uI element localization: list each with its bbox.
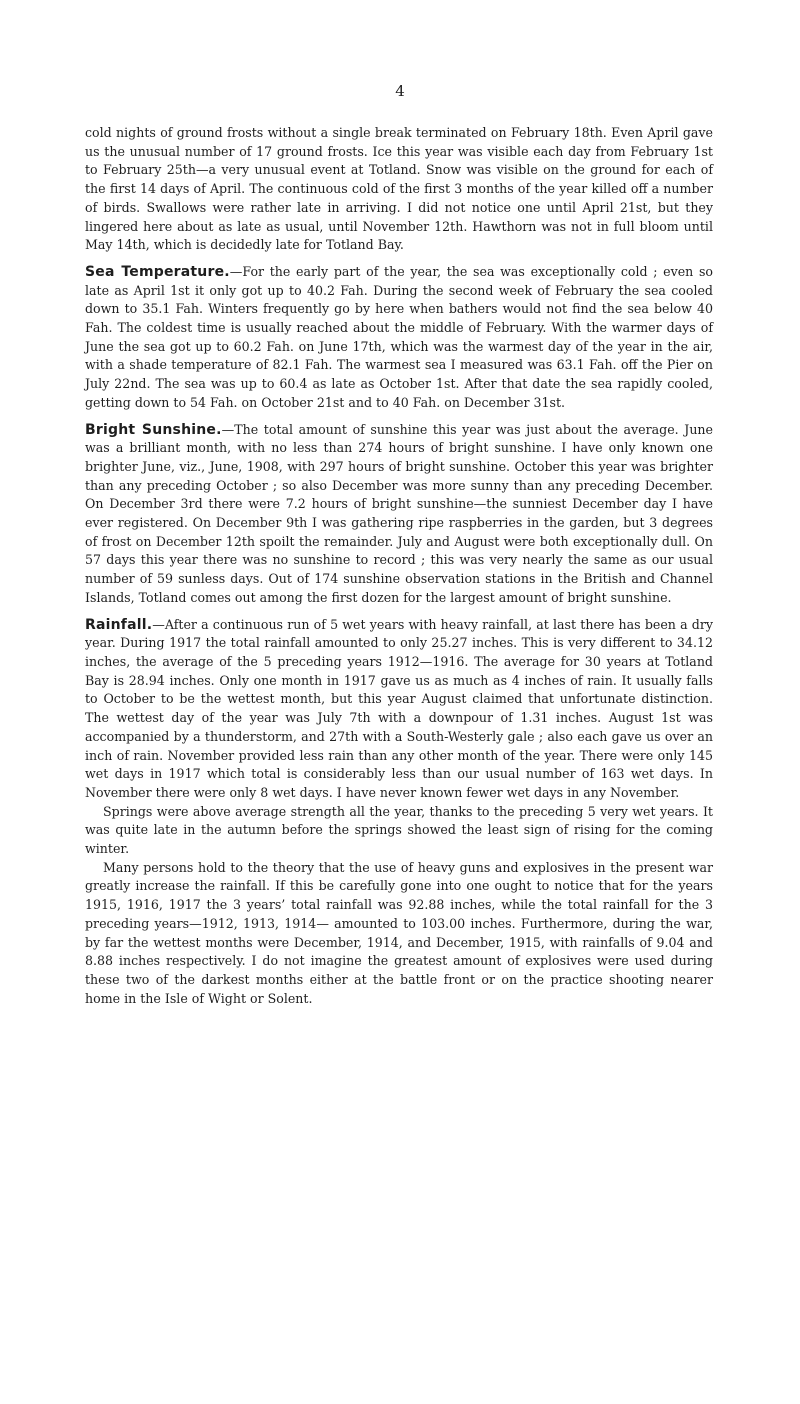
sea-temperature-heading: Sea Temperature. <box>85 263 230 280</box>
explosives-paragraph: Many persons hold to the theory that the use of heavy guns and explosives in the present war greatly increase the rainfall. If this be carefully gone into one ought to notice that for the years 1915, 1916, 1917 the 3 years’ total rainfall was 92.88 inches, while the total rainfall for the 3 preceding years—1912, 1913, 1914— amounted to 103.00 inches. Furthermore, during the war, by far the wettest months were December, 1914, and December, 1915, with rainfalls of 9.04 and 8.88 inches respectively. I do not imagine the greatest amount of explosives were used during these two of the darkest months either at the battle front or on the practice shooting nearer home in the Isle of Wight or Solent. <box>85 859 713 1006</box>
rainfall-paragraph <box>85 616 713 803</box>
intro-paragraph: cold nights of ground frosts without a single break terminated on February 18th. Even April gave us the unusual number of 17 ground frosts. Ice this year was visible each day from February 1st to February 25th—a very unusual event at Totland. Snow was visible on the ground for each of the first 14 days of April. The continuous cold of the first 3 months of the year killed off a number of birds. Swallows were rather late in arriving. I did not notice one until April 21st, but they lingered here about as late as usual, until November 12th. Hawthorn was not in full bloom until May 14th, which is decidedly late for Totland Bay. <box>85 125 713 253</box>
bright-sunshine-text: —The total amount of sunshine this year was just about the average. June was a brilliant month, with no less than 274 hours of bright sunshine. I have only known one brighter June, viz., June, 1908, with 297 hours of bright sunshine. October this year was brighter than any preceding October ; so also December was more sunny than any preceding December. On December 3rd there were 7.2 hours of bright sunshine—the sunniest December day I have ever registered. On December 9th I was gathering ripe raspberries in the garden, but 3 degrees of frost on December 12th spoilt the remainder. July and August were both exceptionally dull. On 57 days this year there was no sunshine to record ; this was very nearly the same as our usual number of 59 sunless days. Out of 174 sunshine observation stations in the British and Channel Islands, Totland comes out among the first dozen for the largest amount of bright sunshine. <box>85 421 713 605</box>
rainfall-text: —After a continuous run of 5 wet years with heavy rainfall, at last there has been a dry year. During 1917 the total rainfall amounted to only 25.27 inches. This is very different to 34.12 inches, the average of the 5 preceding years 1912—1916. The average for 30 years at Totland Bay is 28.94 inches. Only one month in 1917 gave us as much as 4 inches of rain. It usually falls to October to be the wettest month, but this year August claimed that unfortunate distinction. The wettest day of the year was July 7th with a downpour of 1.31 inches. August 1st was accompanied by a thunderstorm, and 27th with a South-Westerly gale ; also each gave us over an inch of rain. November provided less rain than any other month of the year. There were only 145 wet days in 1917 which total is considerably less than our usual number of 163 wet days. In November there were only 8 wet days. I have never known fewer wet days in any November. <box>85 616 713 800</box>
document-body <box>85 124 713 1008</box>
page-number: 4 <box>395 82 405 100</box>
sea-temperature-paragraph <box>85 263 713 413</box>
springs-paragraph: Springs were above average strength all the year, thanks to the preceding 5 very wet years. It was quite late in the autumn before the springs showed the least sign of rising for the coming winter. <box>85 803 713 857</box>
bright-sunshine-paragraph <box>85 421 713 608</box>
rainfall-heading: Rainfall. <box>85 616 153 633</box>
sea-temperature-text: —For the early part of the year, the sea was exceptionally cold ; even so late as April 1st it only got up to 40.2 Fah. During the second week of February the sea cooled down to 35.1 Fah. Winters frequently go by here when bathers would not find the sea below 40 Fah. The coldest time is usually reached about the middle of February. With the warmer days of June the sea got up to 60.2 Fah. on June 17th, which was the warmest day of the year in the air, with a shade temperature of 82.1 Fah. The warmest sea I measured was 63.1 Fah. off the Pier on July 22nd. The sea was up to 60.4 as late as October 1st. After that date the sea rapidly cooled, getting down to 54 Fah. on October 21st and to 40 Fah. on December 31st. <box>85 263 713 410</box>
bright-sunshine-heading: Bright Sunshine. <box>85 421 222 438</box>
